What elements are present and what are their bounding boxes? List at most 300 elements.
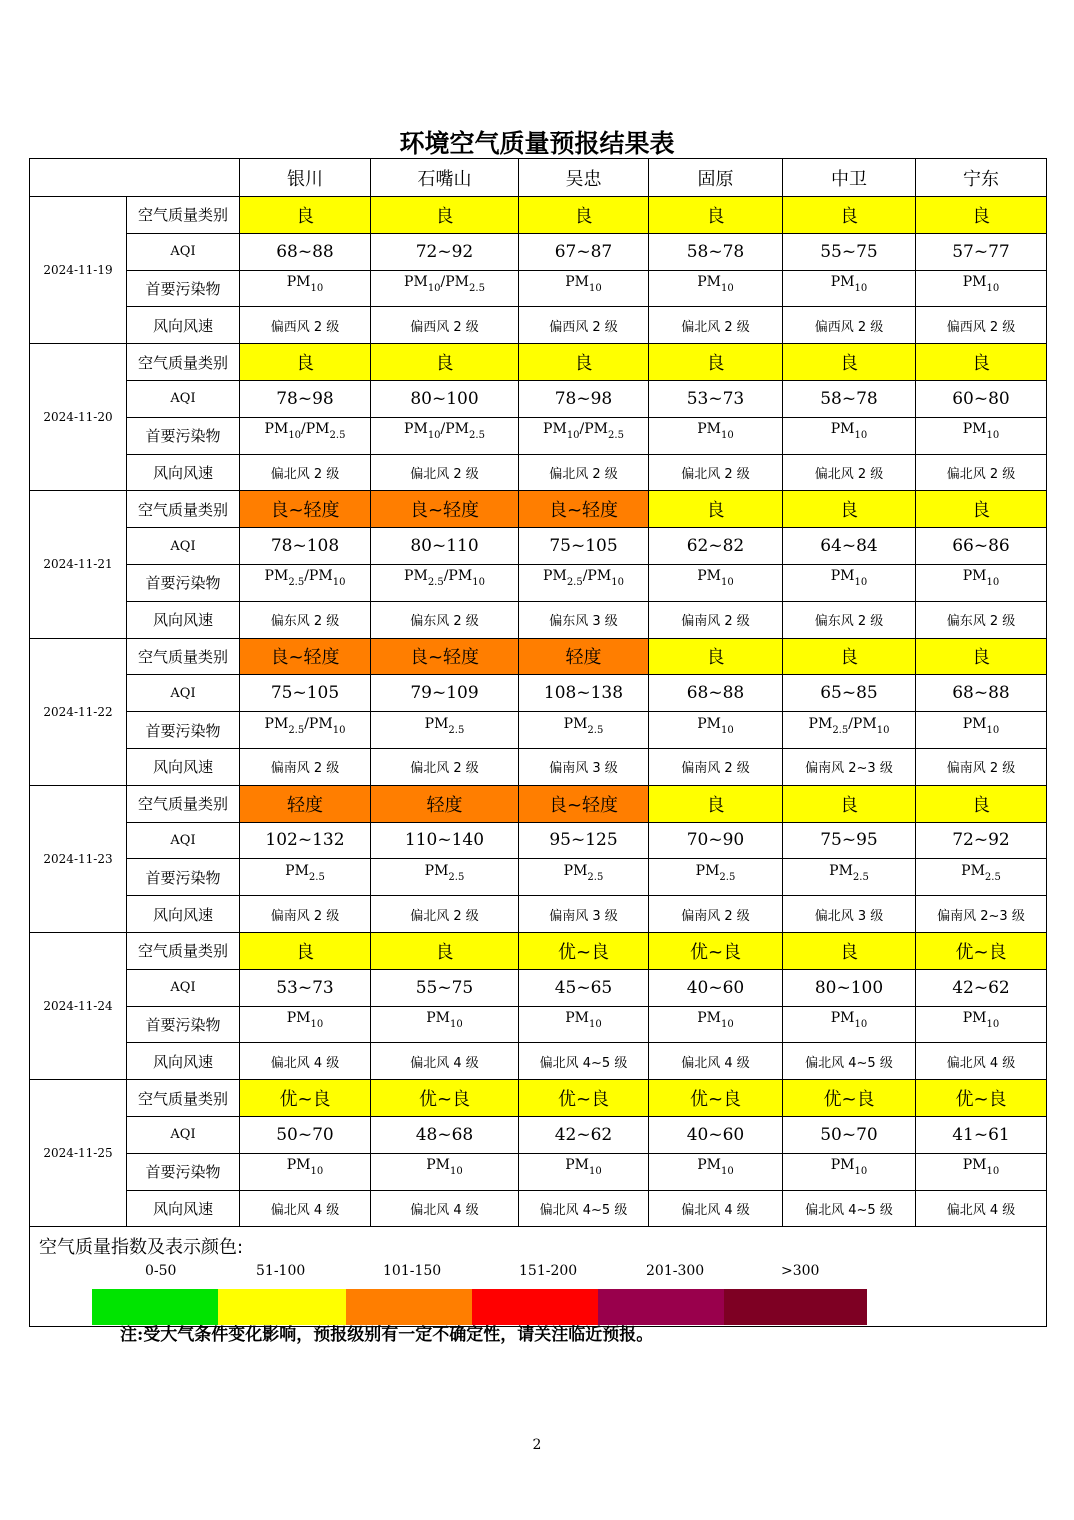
aqi-cell: 68~88 [916,675,1047,712]
pollutant-cell [783,564,916,601]
city-header-2: 石嘴山 [371,159,519,197]
pollutant-text [697,1009,734,1030]
pollutant-base: PM [695,862,720,879]
pollutant-base: PM [962,1009,987,1026]
pollutant-cell [371,712,519,749]
wind-cell: 偏北风 4 级 [371,1190,519,1227]
pollutant-text [424,862,465,883]
pollutant-base: PM [697,715,722,732]
pollutant-cell [916,270,1047,307]
pollutant-subscript: 10 [986,1166,1000,1178]
category-cell: 良 [649,491,783,528]
pollutant-cell [371,1153,519,1190]
wind-cell: 偏北风 4~5 级 [783,1190,916,1227]
pollutant-base: PM [426,1157,451,1174]
date-cell: 2024-11-21 [30,491,127,638]
row-label-wind: 风向风速 [127,1043,240,1080]
date-cell: 2024-11-20 [30,344,127,491]
pollutant-text [962,715,1000,736]
city-header-4: 固原 [649,159,783,197]
table-row [30,564,1047,601]
category-cell: 良 [371,197,519,234]
aqi-cell: 80~110 [371,528,519,565]
pollutant-subscript: 10 [986,430,1000,442]
pollutant-base: PM [286,1009,311,1026]
category-cell: 优~良 [519,932,649,969]
legend-range-label: 0-50 [145,1263,177,1280]
pollutant-subscript: 10 [876,724,890,736]
pollutant-cell [371,1006,519,1043]
pollutant-subscript: 10 [472,577,485,589]
pollutant-base: PM [424,715,449,732]
row-label-pollutant: 首要污染物 [127,270,240,307]
row-label-aqi: AQI [127,675,240,712]
pollutant-subscript: 10 [310,1166,324,1178]
pollutant-subscript: 10 [450,1166,463,1178]
category-cell: 优~良 [371,1080,519,1117]
row-label-pollutant: 首要污染物 [127,564,240,601]
pollutant-text [962,1157,1000,1178]
pollutant-text [697,715,734,736]
row-label-category: 空气质量类别 [127,491,240,528]
pollutant-cell [519,564,649,601]
table-row [30,197,1047,234]
category-cell: 良 [916,785,1047,822]
legend-title: 空气质量指数及表示颜色: [39,1237,244,1259]
legend-section [30,1227,1047,1327]
category-cell: 良 [519,344,649,381]
pollutant-base: PM [264,421,289,438]
aqi-cell: 58~78 [783,380,916,417]
pollutant-subscript: 2.5 [469,282,485,294]
wind-cell: 偏北风 2 级 [371,748,519,785]
row-label-pollutant: 首要污染物 [127,712,240,749]
category-cell: 优~良 [783,1080,916,1117]
row-label-aqi: AQI [127,233,240,270]
wind-cell: 偏南风 2 级 [649,896,783,933]
pollutant-cell [371,859,519,896]
date-cell: 2024-11-22 [30,638,127,785]
table-row [30,822,1047,859]
pollutant-subscript: 2.5 [608,430,624,442]
pollutant-cell [916,417,1047,454]
forecast-table-body [30,159,1047,1227]
pollutant-base: PM [830,421,855,438]
row-label-category: 空气质量类别 [127,638,240,675]
city-header-row [30,159,1047,197]
aqi-cell: 60~80 [916,380,1047,417]
pollutant-cell [783,1006,916,1043]
row-label-pollutant: 首要污染物 [127,859,240,896]
aqi-cell: 65~85 [783,675,916,712]
row-label-category: 空气质量类别 [127,197,240,234]
category-cell: 优~良 [916,1080,1047,1117]
row-label-wind: 风向风速 [127,601,240,638]
wind-cell: 偏南风 2 级 [240,896,371,933]
pollutant-cell [916,1153,1047,1190]
wind-cell: 偏西风 2 级 [783,307,916,344]
pollutant-base: PM [543,568,567,585]
aqi-cell: 70~90 [649,822,783,859]
pollutant-base: PM [404,568,428,585]
aqi-cell: 53~73 [240,969,371,1006]
pollutant-subscript: 10 [288,430,302,442]
pollutant-base: PM [962,1157,987,1174]
pollutant-text [286,1009,324,1030]
table-row [30,454,1047,491]
table-row [30,896,1047,933]
table-row [30,1080,1047,1117]
pollutant-base: /PM [304,715,333,732]
aqi-cell: 64~84 [783,528,916,565]
pollutant-cell [240,270,371,307]
pollutant-text [404,273,485,294]
category-cell: 良 [916,197,1047,234]
row-label-category: 空气质量类别 [127,785,240,822]
wind-cell: 偏东风 2 级 [783,601,916,638]
category-cell: 良 [649,638,783,675]
category-cell: 优~良 [916,932,1047,969]
pollutant-base: PM [565,1009,590,1026]
aqi-cell: 78~98 [240,380,371,417]
city-header-1: 银川 [240,159,371,197]
pollutant-subscript: 2.5 [566,577,583,589]
pollutant-cell [649,712,783,749]
pollutant-text [426,1157,463,1178]
pollutant-text [286,273,324,294]
legend-cell [30,1227,1047,1327]
table-row [30,1006,1047,1043]
pollutant-subscript: 10 [427,430,441,442]
pollutant-base: PM [286,1157,311,1174]
pollutant-subscript: 10 [310,1018,324,1030]
pollutant-base: PM [565,1157,590,1174]
wind-cell: 偏西风 2 级 [916,307,1047,344]
category-cell: 良 [783,932,916,969]
category-cell: 良 [649,197,783,234]
aqi-cell: 95~125 [519,822,649,859]
legend-range-label: >300 [781,1263,820,1280]
pollutant-cell [649,1153,783,1190]
pollutant-text [695,862,736,883]
page-title: 环境空气质量预报结果表 [399,129,675,158]
category-cell: 优~良 [240,1080,371,1117]
legend-range-label: 201-300 [646,1263,705,1280]
wind-cell: 偏北风 2 级 [240,454,371,491]
pollutant-base: PM [404,273,428,290]
wind-cell: 偏北风 2 级 [649,454,783,491]
wind-cell: 偏西风 2 级 [371,307,519,344]
pollutant-base: PM [830,273,855,290]
pollutant-subscript: 10 [854,1166,868,1178]
pollutant-base: /PM [440,421,470,438]
aqi-cell: 72~92 [371,233,519,270]
aqi-cell: 50~70 [240,1116,371,1153]
pollutant-cell [916,859,1047,896]
row-label-wind: 风向风速 [127,454,240,491]
pollutant-cell [371,270,519,307]
pollutant-cell [649,564,783,601]
wind-cell: 偏北风 4 级 [916,1190,1047,1227]
row-label-pollutant: 首要污染物 [127,1153,240,1190]
pollutant-subscript: 2.5 [288,724,305,736]
row-label-wind: 风向风速 [127,896,240,933]
pollutant-text [830,273,868,294]
table-row [30,233,1047,270]
pollutant-base: /PM [443,568,473,585]
aqi-cell: 66~86 [916,528,1047,565]
pollutant-cell [240,1006,371,1043]
pollutant-base: PM [829,862,853,879]
category-cell: 良~轻度 [240,638,371,675]
date-cell: 2024-11-23 [30,785,127,932]
pollutant-text [697,421,734,442]
pollutant-subscript: 10 [854,282,868,294]
city-header-5: 中卫 [783,159,916,197]
pollutant-subscript: 10 [450,1018,463,1030]
category-cell: 良~轻度 [519,491,649,528]
table-row [30,528,1047,565]
wind-cell: 偏北风 2 级 [649,307,783,344]
pollutant-text [830,421,868,442]
pollutant-text [829,862,869,883]
wind-cell: 偏北风 4~5 级 [519,1190,649,1227]
pollutant-text [830,1157,868,1178]
pollutant-base: PM [543,421,567,438]
category-cell: 良 [519,197,649,234]
pollutant-base: PM [264,715,289,732]
pollutant-base: PM [962,273,987,290]
category-cell: 良 [916,638,1047,675]
pollutant-subscript: 2.5 [308,871,325,883]
category-cell: 良 [240,344,371,381]
aqi-cell: 68~88 [649,675,783,712]
pollutant-base: PM [830,1009,855,1026]
pollutant-subscript: 2.5 [427,577,444,589]
row-label-wind: 风向风速 [127,307,240,344]
pollutant-cell [519,859,649,896]
aqi-cell: 53~73 [649,380,783,417]
pollutant-cell [240,1153,371,1190]
pollutant-subscript: 10 [310,282,324,294]
pollutant-subscript: 2.5 [587,871,604,883]
forecast-table [29,158,1047,1327]
category-cell: 优~良 [519,1080,649,1117]
category-cell: 良 [783,344,916,381]
pollutant-text [565,1009,602,1030]
pollutant-cell [916,1006,1047,1043]
pollutant-text [563,862,604,883]
pollutant-subscript: 10 [566,430,580,442]
wind-cell: 偏南风 2 级 [240,748,371,785]
pollutant-cell [783,859,916,896]
table-row [30,932,1047,969]
pollutant-cell [783,712,916,749]
category-cell: 良 [783,197,916,234]
table-row [30,638,1047,675]
date-cell: 2024-11-25 [30,1080,127,1227]
category-cell: 良 [916,344,1047,381]
table-row [30,1116,1047,1153]
aqi-cell: 41~61 [916,1116,1047,1153]
city-header-6: 宁东 [916,159,1047,197]
date-cell: 2024-11-19 [30,197,127,344]
table-row [30,1043,1047,1080]
aqi-cell: 110~140 [371,822,519,859]
pollutant-base: PM [830,568,855,585]
pollutant-cell [240,564,371,601]
pollutant-base: PM [285,862,309,879]
legend-range-label: 101-150 [383,1263,442,1280]
wind-cell: 偏东风 2 级 [371,601,519,638]
wind-cell: 偏东风 2 级 [240,601,371,638]
pollutant-text [426,1009,463,1030]
row-label-aqi: AQI [127,969,240,1006]
wind-cell: 偏北风 4 级 [649,1190,783,1227]
pollutant-subscript: 10 [986,724,1000,736]
category-cell: 良~轻度 [240,491,371,528]
wind-cell: 偏北风 4 级 [649,1043,783,1080]
wind-cell: 偏南风 2~3 级 [783,748,916,785]
pollutant-base: /PM [582,568,612,585]
aqi-cell: 45~65 [519,969,649,1006]
category-cell: 良~轻度 [371,638,519,675]
row-label-pollutant: 首要污染物 [127,417,240,454]
pollutant-cell [916,564,1047,601]
aqi-cell: 78~108 [240,528,371,565]
aqi-cell: 55~75 [371,969,519,1006]
wind-cell: 偏西风 2 级 [240,307,371,344]
aqi-cell: 40~60 [649,1116,783,1153]
pollutant-text [565,1157,602,1178]
pollutant-base: PM [808,715,833,732]
aqi-cell: 67~87 [519,233,649,270]
table-row [30,785,1047,822]
pollutant-subscript: 10 [589,282,602,294]
row-label-aqi: AQI [127,822,240,859]
legend-color-swatch [724,1289,867,1325]
pollutant-text [286,1157,324,1178]
wind-cell: 偏北风 4 级 [916,1043,1047,1080]
pollutant-subscript: 2.5 [329,430,346,442]
category-cell: 轻度 [519,638,649,675]
aqi-cell: 68~88 [240,233,371,270]
pollutant-cell [240,712,371,749]
category-cell: 良 [783,785,916,822]
pollutant-cell [371,417,519,454]
pollutant-subscript: 10 [854,430,868,442]
pollutant-text [962,568,1000,589]
pollutant-base: PM [404,421,428,438]
pollutant-subscript: 2.5 [469,430,485,442]
pollutant-subscript: 10 [986,1018,1000,1030]
aqi-cell: 75~95 [783,822,916,859]
date-cell: 2024-11-24 [30,932,127,1079]
category-cell: 良 [649,785,783,822]
pollutant-subscript: 10 [589,1166,602,1178]
aqi-cell: 108~138 [519,675,649,712]
wind-cell: 偏北风 4 级 [240,1043,371,1080]
pollutant-subscript: 2.5 [719,871,736,883]
category-cell: 良 [371,344,519,381]
pollutant-text [563,715,604,736]
wind-cell: 偏东风 3 级 [519,601,649,638]
table-row [30,969,1047,1006]
pollutant-subscript: 10 [332,577,346,589]
pollutant-base: PM [962,421,987,438]
table-row [30,307,1047,344]
pollutant-cell [519,712,649,749]
aqi-cell: 102~132 [240,822,371,859]
pollutant-text [697,1157,734,1178]
category-cell: 良 [783,491,916,528]
pollutant-base: PM [264,568,289,585]
aqi-cell: 48~68 [371,1116,519,1153]
pollutant-base: PM [697,1157,722,1174]
table-row [30,1153,1047,1190]
pollutant-cell [240,859,371,896]
table-row [30,675,1047,712]
pollutant-text [424,715,465,736]
pollutant-base: PM [697,568,722,585]
table-row [30,270,1047,307]
pollutant-base: PM [962,568,987,585]
wind-cell: 偏南风 2 级 [916,748,1047,785]
pollutant-subscript: 10 [611,577,624,589]
category-cell: 良 [649,344,783,381]
pollutant-cell [783,417,916,454]
category-cell: 良~轻度 [371,491,519,528]
aqi-cell: 42~62 [519,1116,649,1153]
pollutant-text [404,568,485,589]
pollutant-base: PM [286,273,311,290]
forecast-note: 注:受大气条件变化影响，预报级别有一定不确定性，请关注临近预报。 [120,1325,654,1345]
pollutant-text [543,421,624,442]
wind-cell: 偏北风 4 级 [371,1043,519,1080]
pollutant-base: PM [697,1009,722,1026]
category-cell: 良~轻度 [519,785,649,822]
pollutant-text [962,273,1000,294]
pollutant-text [264,715,346,736]
pollutant-base: /PM [848,715,877,732]
header-corner-cell [30,159,240,197]
pollutant-cell [783,1153,916,1190]
category-cell: 良 [783,638,916,675]
pollutant-subscript: 10 [721,430,734,442]
wind-cell: 偏南风 2 级 [649,601,783,638]
row-label-category: 空气质量类别 [127,1080,240,1117]
category-cell: 良 [916,491,1047,528]
pollutant-text [404,421,485,442]
aqi-cell: 50~70 [783,1116,916,1153]
pollutant-cell [649,270,783,307]
pollutant-subscript: 10 [589,1018,602,1030]
aqi-cell: 58~78 [649,233,783,270]
pollutant-subscript: 2.5 [288,577,305,589]
aqi-cell: 80~100 [371,380,519,417]
wind-cell: 偏南风 2~3 级 [916,896,1047,933]
table-row [30,380,1047,417]
table-row [30,748,1047,785]
pollutant-base: PM [697,421,722,438]
aqi-cell: 42~62 [916,969,1047,1006]
pollutant-base: PM [424,862,449,879]
pollutant-subscript: 10 [721,724,734,736]
wind-cell: 偏北风 2 级 [916,454,1047,491]
pollutant-cell [519,270,649,307]
pollutant-cell [916,712,1047,749]
aqi-cell: 75~105 [240,675,371,712]
